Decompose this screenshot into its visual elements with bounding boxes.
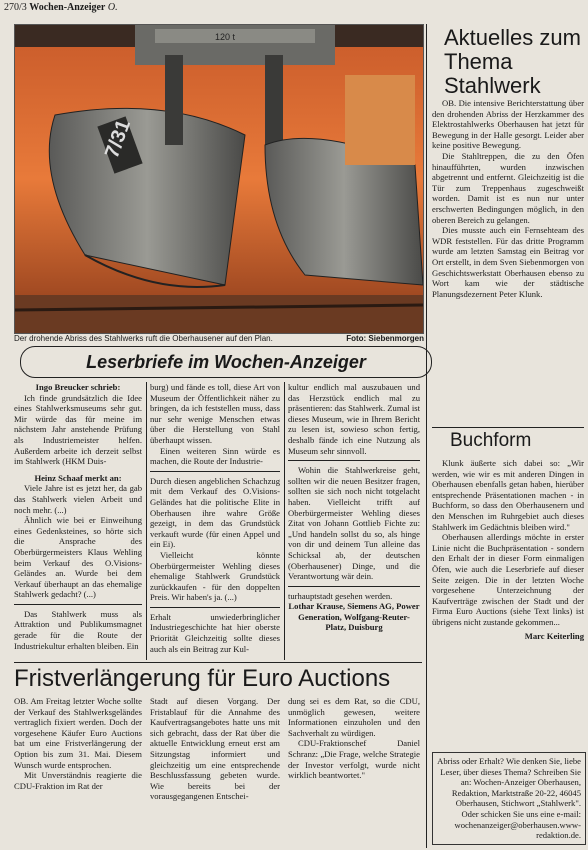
- sidebar-paragraph: Die Stahltreppen, die zu den Öfen hinaufführten, wurden inzwischen abgetrennt und entfernt. Gleichzeitig ist die Tür zum Treppenhaus zugeschweißt worden. Damit ist es nun nur unter erschwerten Bedingungen möglich, in den oberen Bereich zu gelangen.: [432, 150, 584, 225]
- page-number: 270/3: [4, 2, 27, 13]
- letter-paragraph: Ich finde grundsätzlich die Idee eines Stahlwerksmuseums sehr gut. Mir würde das für meine im nächstem Jahr anstehende Prüfung als Industriemeister helfen. Außerdem arbeite ich derzeit selbst im Stahlwerk (HKM Duis-: [14, 392, 142, 467]
- article-paragraph: OB. Am Freitag letzter Woche sollte der Verkauf des Stahlwerksgeländes vertraglich fixiert werden. Doch der vorgesehene Käufer Euro Auctions bat um eine Fristverlängerung der Option bis zum 31. Mai. Diesem Wunsch wurde entsprochen.: [14, 696, 142, 770]
- caption-text: Der drohende Abriss des Stahlwerks ruft die Oberhausener auf den Plan.: [14, 334, 273, 343]
- divider: [150, 471, 280, 472]
- divider: [432, 427, 584, 428]
- letter-author: Ingo Breucker schrieb:: [35, 382, 121, 392]
- letter-paragraph: burg) und fände es toll, diese Art von Museum der Öffentlichkeit näher zu bringen, da ich feststellen muss, dass nur sehr wenige Menschen etwas über die Herstellung von Stahl überhaupt wissen.: [150, 382, 280, 445]
- letter-paragraph: Wohin die Stahlwerkreise geht, sollten wir die neuen Besitzer fragen, sollten sie sich noch nicht totgelacht haben. Vielleicht trifft auf Oberbürgermeister Wehling dieses Zitat von Johann Gottlieb Fichte zu: „Und handeln sollst du so, als hinge von dir und deinem Tun alleine das Schicksal ab, der deutschen (Oberhausener) Dinge, und die Verantwortung wär dein.: [288, 465, 420, 582]
- article-paragraph: Stadt auf diesen Vorgang. Der Fristablauf für die Annahme des Kaufvertragsangebotes hatte uns mit sich gebracht, dass der Rat über die aktuelle Entwicklung erneut erst am Sitzungstag informiert und gleichzeitig um eine entsprechende Beschlussfassung gebeten wurde. Wie bereits bei der vorausgegangenen Entschei-: [150, 696, 280, 802]
- divider: [14, 604, 142, 605]
- letter-paragraph: Vielleicht könnte Oberbürgermeister Wehling dieses ehemalige Stahlwerk Grundstück zurückkaufen - für den doppelten Preis. Wir haben's ja. (...): [150, 549, 280, 603]
- column-rule: [146, 382, 147, 660]
- divider: [288, 586, 420, 587]
- letters-column-1: [14, 382, 142, 651]
- letter-paragraph: Einen weiteren Sinn würde es machen, die Route der Industrie-: [150, 445, 280, 467]
- sidebar-paragraph: Oberhausen allerdings möchte in erster Linie nicht die Buchpräsentation - sondern den Erhalt der in dieser Form einmaligen Öfen, wie auch die Leserbriefe auf dieser Seite zeigen. Die in der letzten Woche vorgesehene Unterzeichnung der Kaufverträge zwischen der Stadt und der Firma Euro Auctions (siehe Text links) ist übrigens nicht zustande gekommen...: [432, 532, 584, 627]
- divider: [288, 460, 420, 461]
- sidebar-text: [432, 98, 584, 299]
- page-header: [4, 2, 118, 13]
- article-column-2: [150, 696, 280, 802]
- article-column-1: [14, 696, 142, 791]
- buchform-author: Marc Keiterling: [524, 630, 584, 641]
- reader-call-box: [432, 752, 586, 845]
- steelworks-photo: [14, 24, 424, 334]
- letter-signature: Lothar Krause, Siemens AG, Power Generation, Wolfgang-Reuter-Platz, Duisburg: [288, 601, 420, 633]
- column-rule: [284, 382, 285, 660]
- letters-banner: Leserbriefe im Wochen-Anzeiger: [20, 346, 432, 378]
- divider: [150, 607, 280, 608]
- letter-author: Heinz Schaaf merkt an:: [34, 472, 122, 483]
- sidebar-title: Aktuelles zum Thema Stahlwerk: [444, 25, 581, 98]
- letter-paragraph: Durch diesen angeblichen Schachzug mit dem Verkauf des O.Visions-Geländes hat die politische Elite in Oberhausen ihre wahre Größe gezeigt, in dem das Grundstück verkauft wurde (für einen Appel und ein Ei).: [150, 475, 280, 550]
- letter-paragraph: Erhalt unwiederbringlicher Industriegeschichte hat hier oberste Priorität Gleichzeitig sollte dieses auch als ein Beitrag zur Kul-: [150, 611, 280, 654]
- reader-call-text: Abriss oder Erhalt? Wie denken Sie, liebe Leser, über dieses Thema? Schreiben Sie an: Wochen-Anzeiger Oberhausen, Redaktion, Marktstraße 20-22, 46045 Oberhausen, Stichwort „Stahlwerk". Oder schicken Sie uns eine e-mail: wochenanzeiger@oberhausen.www-redaktion.de.: [437, 756, 581, 841]
- sidebar-paragraph: Dies musste auch ein Fernsehteam des WDR feststellen. Für das dritte Programm wurde am letzten Samstag ein Beitrag vor Ort erstellt, in dem Sven Siebenmorgen von Geschichtswerkstatt Oberhausen ebenso zu Wort kam wie der städtische Planungsdezernent Peter Klunk.: [432, 225, 584, 299]
- photo-caption: [14, 334, 424, 344]
- buchform-text: [432, 458, 584, 641]
- ladle-illustration: [15, 25, 423, 333]
- plate-number: 120 t: [215, 32, 236, 42]
- sidebar-paragraph: OB. Die intensive Berichterstattung über den drohenden Abriss der Herzkammer des Elektrostahlwerks Oberhausen hat jetzt für Bewegung in der Halle gesorgt. Leider aber keine positive Bewegung.: [432, 98, 584, 151]
- letter-paragraph: kultur endlich mal auszubauen und das Herzstück endlich mal zu präsentieren: das Stahlwerk. Zumal ist dieses Museum, wie in Ihrem Bericht zu lesen ist, sowieso schon fertig, deshalb fände ich eine Nutzung als Museum sehr sinnvoll.: [288, 382, 420, 456]
- article-title: Fristverlängerung für Euro Auctions: [14, 665, 391, 692]
- article-paragraph: Mit Unverständnis reagierte die CDU-Fraktion im Rat der: [14, 770, 142, 791]
- article-paragraph: dung sei es dem Rat, so die CDU, unmöglich gewesen, weitere Informationen einzuholen und den Sachverhalt zu würdigen.: [288, 696, 420, 738]
- letters-column-2: [150, 382, 280, 654]
- sidebar-rule: [426, 24, 427, 848]
- letter-paragraph: Das Stahlwerk muss als Attraktion und Publikumsmagnet gerade für die Route der Industriekultur erhalten bleiben. Ein: [14, 608, 142, 651]
- photo-credit: Foto: Siebenmorgen: [346, 334, 424, 343]
- buchform-title: Buchform: [450, 430, 532, 451]
- sidebar-paragraph: Klunk äußerte sich dabei so: „Wir werden, wie wir es mit anderen Dingen in Oberhausen ebenfalls getan haben, hierüber entsprechende Präsentationen machen - in Buchform, so dass den Oberhausenern und den Menschen im Ruhrgebiet auch dieses Stahlwerk im Gedächtnis bleiben wird.": [432, 458, 584, 532]
- article-paragraph: CDU-Fraktionschef Daniel Schranz: „Die Frage, welche Strategie der Investor verfolgt, wurde nicht wirklich beantwortet.": [288, 738, 420, 781]
- letter-paragraph: Viele Jahre ist es jetzt her, da gab das Stahlwerk vielen Arbeit und noch mehr. (...): [14, 483, 142, 515]
- letter-paragraph: Ähnlich wie bei er Einweihung eines Gedenksteines, so hörte sich die Ansprache des Oberbürgermeisters Klaus Wehling beim Verkauf des O.Visions-Geländes an. Wurde bei dem Verkauf überhaupt an das ehemalige Stahlwerk gedacht? (...): [14, 515, 142, 600]
- letter-paragraph: turhauptstadt gesehen werden.: [288, 590, 393, 601]
- edition-mark: O.: [107, 2, 118, 13]
- divider: [14, 662, 422, 663]
- vessel-mark: 7/31: [100, 116, 135, 161]
- article-column-3: [288, 696, 420, 781]
- letters-column-3: [288, 382, 420, 633]
- paper-name: Wochen-Anzeiger: [29, 2, 106, 13]
